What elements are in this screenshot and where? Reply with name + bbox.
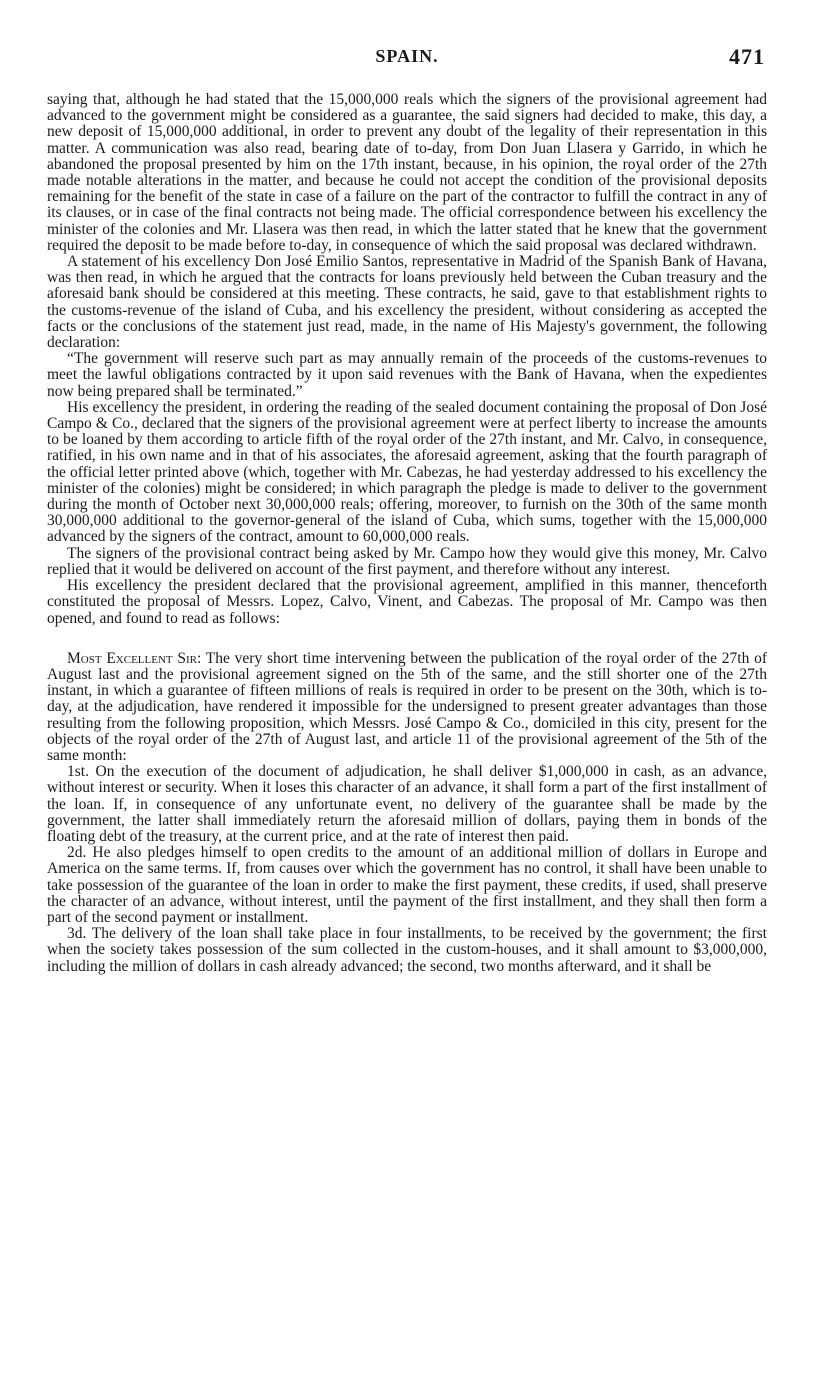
body-text [47,92,767,975]
page-number: 471 [729,44,765,69]
salutation: Most Excellent Sir: [67,649,202,667]
paragraph-continuation: saying that, although he had stated that the 15,000,000 reals which the signers of the provisional agreement had advanced to the government might be considered as a guarantee, the said signers had decided to make, this day, a new deposit of 15,000,000 additional, in order to prevent any doubt of the legality of their representation in this matter. A communication was also read, bearing date of to-day, from Don Juan Llasera y Garrido, in which he abandoned the proposal presented by him on the 17th instant, because, in his opinion, the royal order of the 27th made notable alterations in the matter, and because he could not accept the condition of the provisional deposits remaining for the benefit of the state in case of a failure on the part of the contractor to fulfill the contract in any of its clauses, or in case of the final contracts not being made. The official correspondence between his excellency the minister of the colonies and Mr. Llasera was then read, in which the latter stated that he knew that the government required the deposit to be made before to-day, in consequence of which the said proposal was declared withdrawn. [47,91,767,254]
running-title: SPAIN. [375,46,439,66]
paragraph-calvo-reply: The signers of the provisional contract being asked by Mr. Campo how they would give this money, Mr. Calvo replied that it would be delivered on account of the first payment, and therefore without any interest. [47,544,767,578]
paragraph-campo-proposal-opened: His excellency the president declared that the provisional agreement, amplified in this manner, thenceforth constituted the proposal of Messrs. Lopez, Calvo, Vinent, and Cabezas. The proposal of Mr. Campo was then opened, and found to read as follows: [47,577,767,627]
document-page [47,44,767,975]
paragraph-article-3d: 3d. The delivery of the loan shall take place in four installments, to be received by the government; the first when the society takes possession of the sum collected in the custom-houses, and it shall amount to $3,000,000, including the million of dollars in cash already advanced; the second, two months afterward, and it shall be [47,925,767,975]
paragraph-article-2d: 2d. He also pledges himself to open credits to the amount of an additional million of dollars in Europe and America on the same terms. If, from causes over which the government has no control, it shall have been unable to take possession of the guarantee of the loan in order to make the first payment, these credits, if used, shall preserve the character of an advance, without interest, until the payment of the first installment, and they shall then form a part of the second payment or installment. [47,844,767,926]
paragraph-campo-letter [47,651,767,764]
paragraph-government-declaration: “The government will reserve such part as may annually remain of the proceeds of the customs-revenues to meet the lawful obligations contracted by it upon said revenues with the Bank of Havana, when the expedientes now being prepared shall be terminated.” [47,350,767,400]
running-header [47,44,767,78]
paragraph-article-1st: 1st. On the execution of the document of adjudication, he shall deliver $1,000,000 in cash, as an advance, without interest or security. When it loses this character of an advance, it shall form a part of the first installment of the loan. If, in consequence of any unfortunate event, no delivery of the guarantee shall be made by the government, the latter shall immediately return the aforesaid million of dollars, paying them in bonds of the floating debt of the treasury, at the current price, and at the rate of interest then paid. [47,763,767,845]
paragraph-santos-statement: A statement of his excellency Don José Emilio Santos, representative in Madrid of the Spanish Bank of Havana, was then read, in which he argued that the contracts for loans previously held between the Cuban treasury and the aforesaid bank should be considered at this meeting. These contracts, he said, gave to that establishment rights to the customs-revenue of the island of Cuba, and his excellency the president, without considering as accepted the facts or the conclusions of the statement just read, made, in the name of His Majesty's government, the following declaration: [47,253,767,352]
letter-body: The very short time intervening between the publication of the royal order of the 27th of August last and the provisional agreement signed on the 5th of the same, and the still shorter one of the 27th instant, in which a guarantee of fifteen millions of reals is required in order to be present on the 30th, which is to-day, at the adjudication, have rendered it impossible for the undersigned to present greater advantages than those resulting from the following proposition, which Messrs. José Campo & Co., domiciled in this city, present for the objects of the royal order of the 27th of August last, and article 11 of the provisional agreement of the 5th of the same month: [47,649,767,764]
paragraph-president-order: His excellency the president, in ordering the reading of the sealed document containing the proposal of Don José Campo & Co., declared that the signers of the provisional agreement were at perfect liberty to increase the amounts to be loaned by them according to article fifth of the royal order of the 27th instant, and Mr. Calvo, in consequence, ratified, in his own name and in that of his associates, the aforesaid agreement, asking that the fourth paragraph of the official letter printed above (which, together with Mr. Cabezas, he had yesterday addressed to his excellency the minister of the colonies) might be considered; in which paragraph the pledge is made to deliver to the government during the month of October next 30,000,000 reals; offering, moreover, to furnish on the 30th of the same month 30,000,000 additional to the governor-general of the island of Cuba, which sums, together with the 15,000,000 advanced by the signers of the contract, amount to 60,000,000 reals. [47,398,767,546]
